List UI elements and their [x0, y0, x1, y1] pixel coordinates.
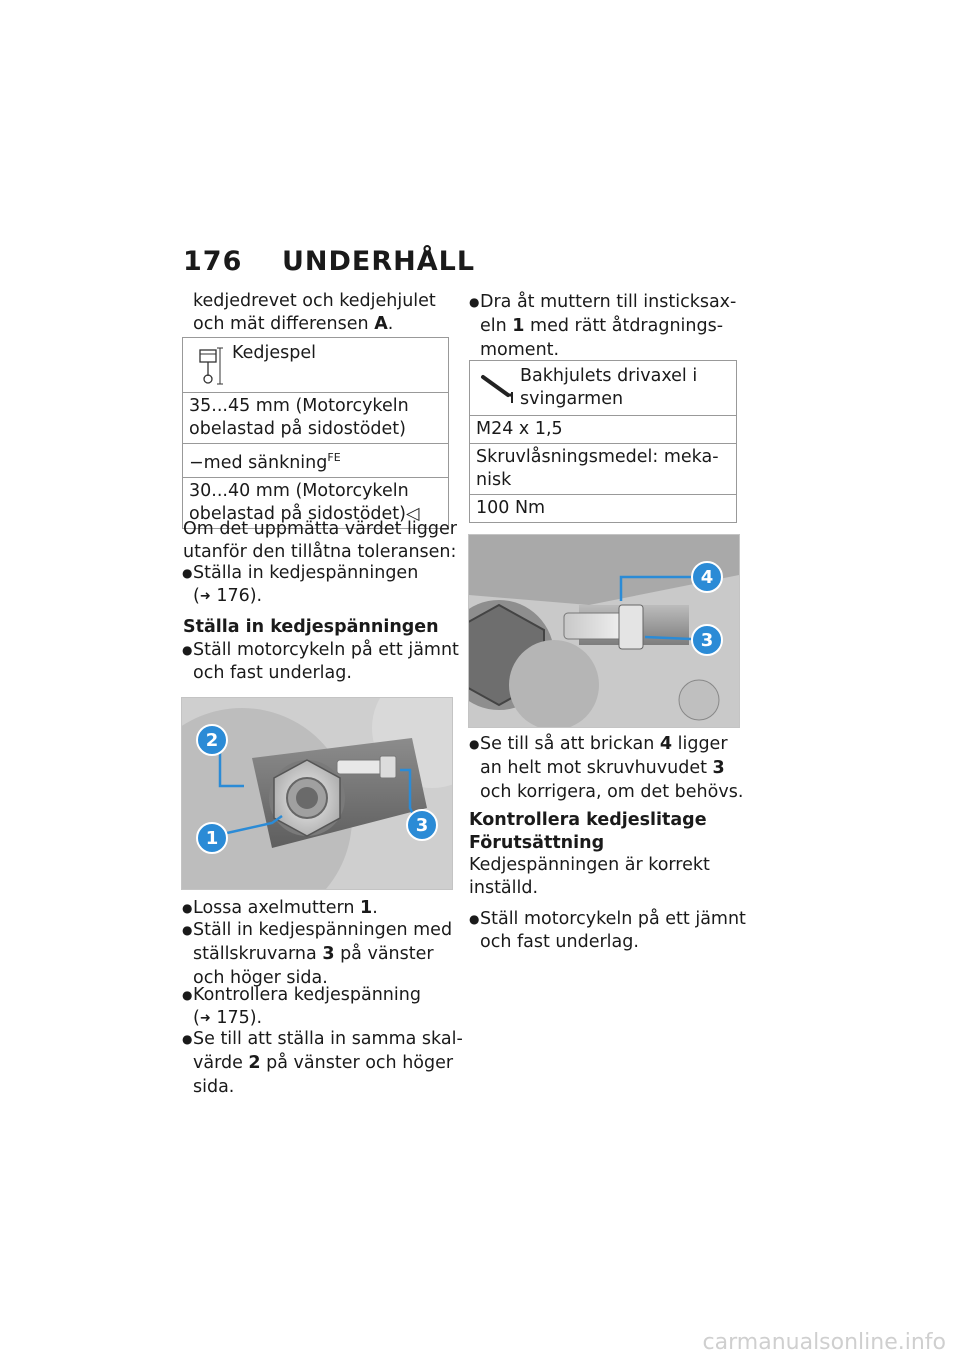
watermark: carmanualsonline.info: [702, 1330, 946, 1355]
list-item: ● Ställ in kedjespänningen med ställskruvarna 3 på vänster och höger sida.: [182, 920, 453, 988]
spec-row: 35...45 mm (Motorcykeln obelastad på sidostödet): [183, 393, 449, 444]
ref-label: 3: [712, 758, 725, 778]
intro-text: kedjedrevet och kedjehjulet och mät differensen A.: [193, 291, 436, 334]
prerequisite-text: Kedjespänningen är korrekt inställd.: [469, 855, 710, 898]
ref-label: 2: [248, 1053, 261, 1073]
prerequisite-heading: Förutsättning: [469, 833, 605, 853]
page-number: 176: [183, 246, 243, 277]
photo-label: 4: [700, 567, 714, 588]
spec-title: Bakhjulets drivaxel i svingarmen: [520, 366, 698, 409]
photo-illustration: [182, 698, 452, 889]
list-item: ● Lossa axelmuttern 1.: [182, 898, 378, 918]
section-heading: Kontrollera kedjeslitage: [469, 810, 707, 830]
list-item: ● Dra åt muttern till insticksax- eln 1 med rätt åtdragnings- moment.: [469, 292, 737, 360]
spec-table-rear-axle: [469, 360, 737, 523]
wrench-icon: [480, 373, 516, 405]
measure-icon: [197, 346, 223, 386]
ref-label: A: [374, 314, 388, 334]
reference-arrow-icon: ➜: [199, 589, 211, 604]
spec-row: 100 Nm: [470, 495, 737, 523]
list-item: ● Se till så att brickan 4 ligger an helt mot skruvhuvudet 3 och korrigera, om det behövs.: [469, 734, 744, 802]
photo-chain-adjuster: [181, 697, 453, 890]
ref-label: 3: [322, 944, 335, 964]
spec-title: Kedjespel: [232, 343, 316, 363]
ref-label: 1: [512, 316, 525, 336]
photo-washer-screw: [468, 534, 740, 728]
spec-row: M24 x 1,5: [470, 416, 737, 444]
chapter-title: UNDERHÅLL: [282, 246, 476, 277]
ref-label: 1: [360, 898, 373, 918]
photo-label: 1: [205, 828, 219, 849]
list-item: ● Se till att ställa in samma skal- värde 2 på vänster och höger sida.: [182, 1029, 463, 1097]
photo-label: 3: [700, 630, 714, 651]
photo-label: 2: [205, 730, 219, 751]
spec-row: 30...40 mm (Motorcykeln obelastad på sidostödet)◁: [183, 477, 449, 528]
tolerance-text: Om det uppmätta värdet ligger utanför den tillåtna toleransen:: [183, 519, 457, 562]
reference-arrow-icon: ➜: [199, 1011, 211, 1026]
photo-illustration: [469, 535, 739, 727]
list-item: ● Kontrollera kedjespänning (➜ 175).: [182, 985, 421, 1028]
spec-table-chain-slack: [182, 337, 449, 529]
list-item: ● Ställa in kedjespänningen (➜ 176).: [182, 563, 419, 606]
spec-row: −med sänkning$^{FE}$: [183, 444, 449, 478]
list-item: ● Ställ motorcykeln på ett jämnt och fast underlag.: [469, 909, 746, 952]
photo-label: 3: [415, 815, 429, 836]
spec-row: Skruvlåsningsmedel: meka- nisk: [470, 444, 737, 495]
ref-label: 4: [659, 734, 673, 754]
section-heading: Ställa in kedjespänningen: [183, 617, 439, 637]
end-mark: ◁: [405, 503, 420, 524]
list-item: ● Ställ motorcykeln på ett jämnt och fast underlag.: [182, 640, 459, 683]
